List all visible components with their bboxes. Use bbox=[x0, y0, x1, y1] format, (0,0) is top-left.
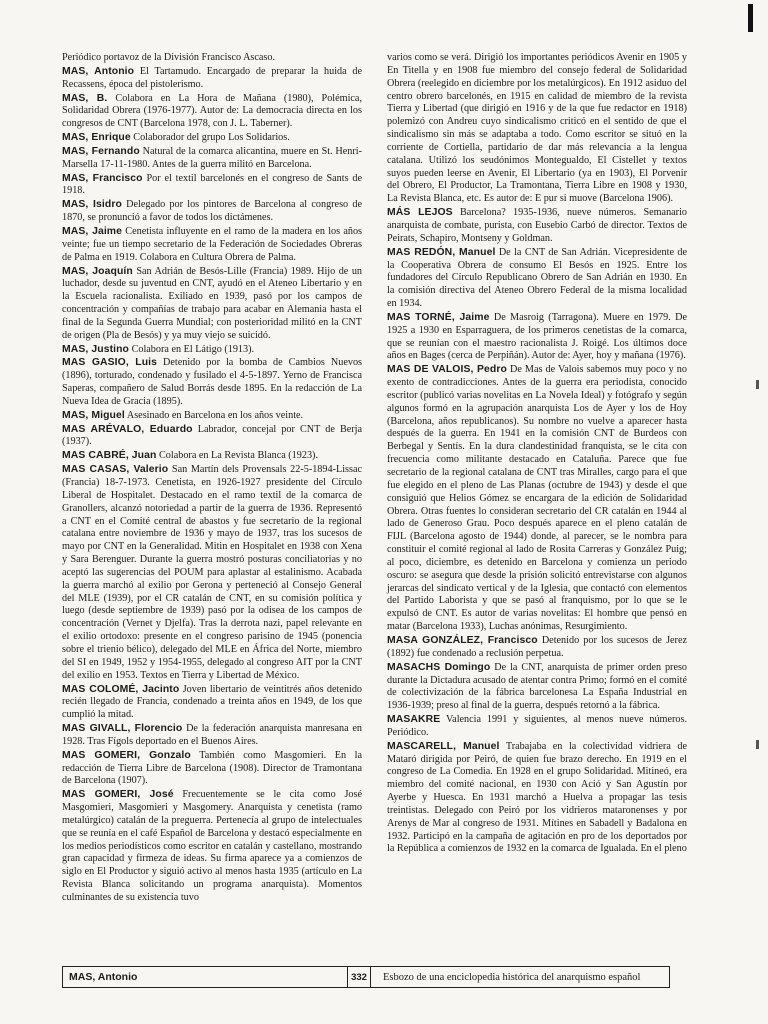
page-number: 332 bbox=[348, 967, 371, 987]
entry-headword: MAS, Joaquín bbox=[62, 265, 133, 277]
entry-mas-b bbox=[62, 92, 362, 132]
entry-headword: MAS GASIO, Luis bbox=[62, 357, 158, 369]
entry-text: San Adrián de Besós-Lille (Francia) 1989. Hijo de un luchador, desde su juventud en CNT, ayudó en el Ateneo Libertario y en la Escuela racionalista. Exiliado en 1939, pasó por los campos de concentración y compañías de trabajo para acabar en Alemania hasta el final de la Segunda Guerra Mundial; con posterioridad militó en la CNT de origen (Pla de Besós) y ya muy viejo se suicidó. bbox=[62, 265, 363, 341]
entry-continuation bbox=[62, 52, 362, 65]
entry-text: Colaborador del grupo Los Solidarios. bbox=[133, 132, 290, 144]
entry-text: Colabora en La Hora de Mañana (1980), Polémica, Solidaridad Obrera (1976-1977). Autor de: La democracia directa en los congresos de CNT (Barcelona 1978, con J. L. Taberner). bbox=[62, 92, 362, 130]
entry-text: Trabajaba en la colectividad vidriera de Mataró dirigida por Peiró, de quien fue brazo derecho. En 1919 en el congreso de La Comedia. En 1928 en el grupo Solidaridad. Mitineó, era miembro del comité nacional, en 1930 con Ació y San Agustín por Ayerbe y Huesca. En 1931 marchó a Huelva a propagar las tesis treintistas. Delegado con Peiró por los vidrieros mataronenses y por Arenys de Mar al congreso de 1931. Mítines en Sabadell y Badalona en 1932. Participó en la campaña de agitación en pro de los deportados por la República a comienzos de 1932 en la comarca de Igualada. En el pleno bbox=[387, 740, 688, 855]
entry-mascarell-manuel bbox=[387, 740, 687, 857]
entry-mas-enrique bbox=[62, 131, 362, 145]
page-footer bbox=[62, 966, 670, 988]
entry-headword: MAS, Enrique bbox=[62, 132, 131, 144]
entry-continuation bbox=[387, 52, 687, 206]
entry-text: De la federación anarquista manresana en 1928. Tras Fígols deportado en el Buenos Aires. bbox=[62, 723, 363, 747]
entry-text: Detenido por los sucesos de Jerez (1892) fue condenado a reclusión perpetua. bbox=[387, 634, 687, 659]
entry-mas-gasio-luis bbox=[62, 356, 362, 408]
entry-headword: MAS, Miguel bbox=[62, 409, 125, 421]
entry-headword: MASCARELL, Manuel bbox=[387, 740, 500, 752]
entry-text: Frecuentemente se le cita como José Masgomieri, Masgomieri y Masgomery. Anarquista y cenetista (ramo metalúrgico) catalán de la preguerra. Pertenecía al grupo de intelectuales que se reunía en el café Español de Barcelona y destacó especialmente en los medios periodísticos como escritor en catalán y castellano, mostrando gran capacidad y firmeza de ideas. Su firma aparece ya a comienzos de siglo en El Productor y siguió activo al menos hasta 1935 (artículo en La Revista Blanca solicitando un programa anarquista). Momentos culminantes de su existencia tuvo bbox=[62, 789, 362, 903]
entry-mas-gomeri-jose bbox=[62, 788, 362, 905]
entry-headword: MAS GOMERI, José bbox=[62, 789, 174, 801]
entry-headword: MAS ARÉVALO, Eduardo bbox=[62, 423, 193, 435]
entry-text: Colabora en La Revista Blanca (1923). bbox=[159, 450, 318, 462]
entry-text: Por el textil barcelonés en el congreso de Sants de 1918. bbox=[62, 172, 362, 197]
entry-text: El Tartamudo. Encargado de preparar la huida de Recassens, época del pistolerismo. bbox=[62, 65, 363, 90]
entry-text: Colabora en El Látigo (1913). bbox=[131, 343, 255, 355]
running-head: MAS, Antonio bbox=[63, 967, 348, 987]
entry-mas-cabre-juan bbox=[62, 449, 362, 463]
entry-headword: MASA GONZÁLEZ, Francisco bbox=[387, 634, 538, 646]
page-edge-mark bbox=[748, 4, 753, 32]
entry-text: Asesinado en Barcelona en los años veinte. bbox=[126, 409, 304, 421]
entry-mas-torne-jaime bbox=[387, 311, 687, 363]
entry-mas-lejos bbox=[387, 206, 687, 246]
entry-text: De la CNT, anarquista de primer orden preso durante la Dictadura acusado de atentar contra Primo; formó en el comité de colectivización de la fábrica barcelonesa La España Industrial en 1936-1939; preso al final de la guerra, después retornó a la fábrica. bbox=[387, 661, 688, 712]
running-title: Esbozo de una enciclopedia histórica del anarquismo español bbox=[383, 971, 641, 983]
entry-text: Cenetista influyente en el ramo de la madera en los años veinte; fue un tiempo secretario de la Federación de Sociedades Obreras de Palma en 1919. Colabora en Cultura Obrera de Palma. bbox=[62, 225, 363, 263]
entry-headword: MAS, Francisco bbox=[62, 172, 143, 184]
entry-headword: MASAKRE bbox=[387, 714, 441, 726]
entry-headword: MAS, Justino bbox=[62, 343, 130, 355]
left-column bbox=[62, 52, 362, 905]
entry-text: San Martín dels Provensals 22-5-1894-Lissac (Francia) 18-7-1973. Cenetista, en 1926-1927 presidente del Círculo Liberal de Hospitalet. Destacado en el ramo textil de la comarca de Granollers, alcanzó notoriedad a partir de la guerra de 1936. Representó a CNT en el Comité central de abastos y fue secretario de la regional catalana entre noviembre de 1936 y mayo de 1937, tras los sucesos de mayo por CNT en la Generalidad. Mitin en Hospitalet en 1938 con Xena y Sara Berenguer. Durante la guerra mostró posturas conciliatorias y no aceptó las sugerencias del POUM para aplastar al estalinismo. Acabada la guerra marchó al exilio por Gerona y perteneció al Consejo General del MLE (1939), por el CR catalán de CNT, en su comisión política y luego (desde septiembre de 1939) pasó por la odisea de los campos de concentración (Vernet y Djelfa). Tras la derrota nazi, papel relevante en el exilio ortodoxo: presente en el congreso parisino de 1945 (ponencia sobre el trienio bélico), delegado del MLE en África del Norte, miembro del SI en 1949, 1952 y 1954-1955, delegado al congreso AIT por la CNT del exilio en 1953. Textos en Tierra y Libertad de México. bbox=[62, 464, 363, 681]
entry-headword: MAS COLOMÉ, Jacinto bbox=[62, 683, 180, 695]
entry-headword: MAS REDÓN, Manuel bbox=[387, 246, 496, 258]
entry-mas-joaquin bbox=[62, 265, 362, 343]
entry-text: De Masroig (Tarragona). Muere en 1979. De 1925 a 1930 en Esparraguera, de los primeros cenetistas de la comarca, que se reunían con el maestro racionalista J. Roigé. Los últimos doce años en Bages (cerca de Perpiñán). Autor de: Ayer, hoy y mañana (1976). bbox=[387, 311, 688, 362]
entry-text: También como Masgomieri. En la redacción de Tierra Libre de Barcelona (1908). Director de Tramontana de Barcelona (1907). bbox=[62, 749, 362, 787]
entry-headword: MAS DE VALOIS, Pedro bbox=[387, 364, 507, 376]
entry-text: Valencia 1991 y siguientes, al menos nueve números. Periódico. bbox=[387, 714, 687, 738]
entry-headword: MAS, Fernando bbox=[62, 145, 140, 157]
entry-mas-fernando bbox=[62, 145, 362, 172]
entry-text: Periódico portavoz de la División Francisco Ascaso. bbox=[62, 52, 276, 63]
entry-mas-colome-jacinto bbox=[62, 683, 362, 723]
entry-text: varios como se verá. Dirigió los importantes periódicos Avenir en 1905 y En Titella y en 1908 fue miembro del consejo federal de Solidaridad Obrera (reelegido en diciembre por los metalúrgicos). En 1912 asiduo del centro obrero barcelonés, en 1915 en calidad de miembro de la revista Tierra y Libertad (que dirigió en 1916 y de la que fue redactor en 1918) polemizó con Andreu cuyo sindicalismo criticó en el sentido de que el sindicalismo sin más se adaptaba a todo. Como escritor se situó en la corriente de Cortiella, partidario de dar más relevancia a la lengua catalana. Utilizó los seudónimos Montegualdo, El Cistellet y textos suyos pueden leerse en Avenir, El Libertario (ya en 1903), El Porvenir del Obrero, El Productor, La Tramontana, Tierra Libre en 1908 y 1930, La Revista Blanca, etc. Es autor de: E pur si muove (Barcelona 1906). bbox=[387, 52, 687, 205]
right-column bbox=[387, 52, 687, 856]
entry-text: Delegado por los pintores de Barcelona al congreso de 1870, se pronunció a favor de todos los dictámenes. bbox=[62, 199, 362, 224]
entry-text: Barcelona? 1935-1936, nueve números. Semanario anarquista de combate, purista, con Eusebio Carbó de director. Textos de Peirats, Schapiro, Montseny y Goldman. bbox=[387, 207, 688, 244]
entry-masachs-domingo bbox=[387, 661, 687, 713]
entry-headword: MAS, Jaime bbox=[62, 225, 123, 237]
entry-masakre bbox=[387, 713, 687, 740]
page-edge-mark bbox=[756, 380, 759, 389]
entry-headword: MAS GIVALL, Florencio bbox=[62, 723, 183, 735]
entry-mas-de-valois-pedro bbox=[387, 363, 687, 634]
entry-headword: MAS CASAS, Valerio bbox=[62, 464, 169, 476]
entry-mas-jaime bbox=[62, 225, 362, 265]
entry-masa-gonzalez-francisco bbox=[387, 634, 687, 661]
entry-mas-gomeri-gonzalo bbox=[62, 749, 362, 789]
entry-text: Natural de la comarca alicantina, muere en St. Henri-Marsella 17-11-1980. Antes de la guerra militó en Barcelona. bbox=[62, 145, 363, 170]
entry-headword: MAS TORNÉ, Jaime bbox=[387, 311, 490, 323]
entry-text: De la CNT de San Adrián. Vicepresidente de la Cooperativa Obrera de consumo El Besós en 1925. Entre los fundadores del Círculo Republicano Obrero de San Adrián en 1930. En la comisión directiva del Ateneo Obrero Federal de la misma localidad en 1934. bbox=[387, 246, 687, 310]
entry-mas-casas-valerio bbox=[62, 463, 362, 682]
entry-mas-givall-florencio bbox=[62, 722, 362, 749]
page-edge-mark bbox=[756, 740, 759, 749]
entry-mas-miguel bbox=[62, 409, 362, 423]
entry-mas-francisco bbox=[62, 172, 362, 199]
entry-headword: MAS, B. bbox=[62, 92, 108, 104]
entry-mas-isidro bbox=[62, 198, 362, 225]
entry-headword: MÁS LEJOS bbox=[387, 207, 453, 219]
entry-headword: MAS GOMERI, Gonzalo bbox=[62, 749, 191, 761]
entry-text: Detenido por la bomba de Cambios Nuevos (1896), torturado, condenado y fusilado el 4-5-1897. Yerno de Francisca Saperas, compañero de Salud Borrás desde 1895. En la redacción de La Nueva Idea de Gracia (1895). bbox=[62, 357, 363, 407]
entry-headword: MAS, Antonio bbox=[62, 65, 135, 77]
entry-text: De Mas de Valois sabemos muy poco y no exento de contradicciones. Antes de la guerra era periodista, conocido escritor (publicó varias novelitas en La Novela Ideal) y fotógrafo y según algunos formó en la agrupación anarquista Los de Ayer y los de Hoy (Barcelona, años republicanos). Su nombre no vuelve a aparecer hasta después de la guerra. En 1941 en la comisión CNT de Burdeos con Berbegal y Sentís. En la dura clandestinidad franquista, se le cita con frecuencia como militante destacado en Cataluña. Parece que fue secretario de la regional catalana de CNT tras Miralles, cargo para el que fue elegido en el pleno de Las Planas (octubre de 1943) y desde el que consiguió que Helios Gómez se encargara de la edición de Solidaridad Obrera. Otras fuentes lo consideran secretario del CR catalán en 1944 al lado de Generoso Grau. Poco después aparece en el pleno catalán de FIJL (Barcelona agosto de 1944) donde, al parecer, se le nombra para constituir el comité regional al lado de Rosita Carreras y González Puig; al poco, diciembre, es detenido en Barcelona y comienza un periodo oscuro: se asegura que desde la prisión solicitó entrevistarse con algunos jerarcas del sindicato vertical y de la Iglesia, que contactó con elementos del Partido Laborista y que se pasó al franquismo, por lo que se le expulsó de CNT. Es autor de varias novelitas: El hombre que pensó en matar (Barcelona 1933), Luchas anónimas, Resurgimiento. bbox=[387, 364, 687, 633]
entry-headword: MAS CABRÉ, Juan bbox=[62, 450, 157, 462]
entry-mas-justino bbox=[62, 343, 362, 357]
entry-text: Joven libertario de veintitrés años detenido recién llegado de Francia, condenado a treinta años en 1949, de los que cumplió la mitad. bbox=[62, 683, 363, 721]
entry-mas-antonio bbox=[62, 65, 362, 92]
entry-headword: MAS, Isidro bbox=[62, 199, 122, 211]
entry-text: Labrador, concejal por CNT de Berja (1937). bbox=[62, 423, 363, 448]
entry-mas-arevalo-eduardo bbox=[62, 423, 362, 450]
entry-mas-redon-manuel bbox=[387, 246, 687, 311]
entry-headword: MASACHS Domingo bbox=[387, 661, 491, 673]
